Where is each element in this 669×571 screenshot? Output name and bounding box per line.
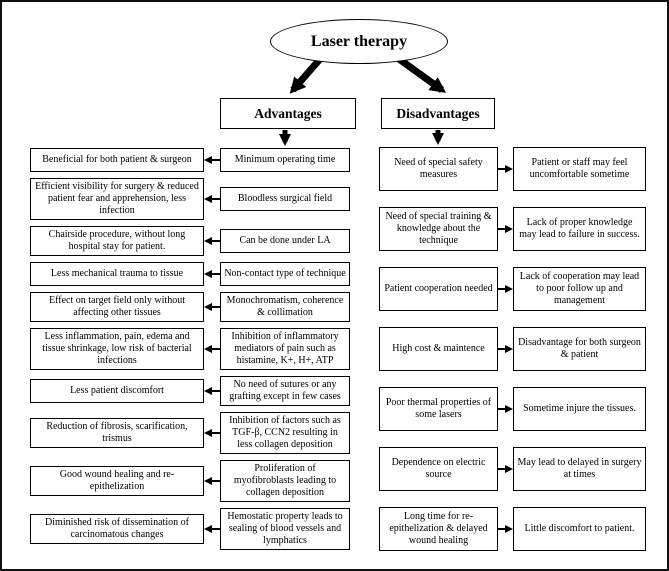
arrow-left-icon xyxy=(204,195,220,203)
disadvantage-box: Need of special training & knowledge about the technique xyxy=(379,207,498,251)
arrow-right-icon xyxy=(498,345,513,353)
advantages-header xyxy=(220,98,356,129)
advantage-outcome-box: Effect on target field only without affecting other tissues xyxy=(30,292,204,322)
arrow-left-icon xyxy=(204,303,220,311)
disadvantage-row xyxy=(379,267,646,311)
disadvantage-box: Patient cooperation needed xyxy=(379,267,498,311)
arrow-right-icon xyxy=(498,165,513,173)
advantage-outcome-box: Less patient discomfort xyxy=(30,379,204,403)
advantage-row xyxy=(30,262,350,286)
advantage-feature-box: Proliferation of myofibroblasts leading to collagen deposition xyxy=(220,460,350,502)
diagram-title: Laser therapy xyxy=(310,32,408,50)
disadvantage-row xyxy=(379,447,646,491)
disadvantages-column xyxy=(379,147,646,551)
advantage-feature-box: Bloodless surgical field xyxy=(220,187,350,211)
advantage-feature-box: Minimum operating time xyxy=(220,148,350,172)
advantage-row xyxy=(30,148,350,172)
advantage-feature-box: Hemostatic property leads to sealing of blood vessels and lymphatics xyxy=(220,508,350,550)
disadvantage-row xyxy=(379,507,646,551)
disadvantage-box: Dependence on electric source xyxy=(379,447,498,491)
disadvantage-outcome-box: Sometime injure the tissues. xyxy=(513,387,646,431)
advantage-outcome-box: Chairside procedure, without long hospital stay for patient. xyxy=(30,226,204,256)
advantage-outcome-box: Efficient visibility for surgery & reduced patient fear and apprehension, less infection xyxy=(30,178,204,220)
arrow-left-icon xyxy=(204,237,220,245)
disadvantage-row xyxy=(379,207,646,251)
advantage-row xyxy=(30,376,350,406)
advantage-outcome-box: Diminished risk of dissemination of carcinomatous changes xyxy=(30,514,204,544)
disadvantage-outcome-box: May lead to delayed in surgery at times xyxy=(513,447,646,491)
disadvantage-outcome-box: Lack of cooperation may lead to poor follow up and management xyxy=(513,267,646,311)
arrow-to-disadvantages-icon xyxy=(399,59,442,90)
arrow-left-icon xyxy=(204,477,220,485)
laser-therapy-node xyxy=(270,19,448,64)
advantages-column xyxy=(30,148,350,550)
advantage-feature-box: Inhibition of factors such as TGF-β, CCN2 resulting in less collagen deposition xyxy=(220,412,350,454)
disadvantage-row xyxy=(379,387,646,431)
arrow-to-advantages-icon xyxy=(293,59,320,90)
disadvantage-box: High cost & maintence xyxy=(379,327,498,371)
disadvantage-row xyxy=(379,147,646,191)
advantage-outcome-box: Beneficial for both patient & surgeon xyxy=(30,148,204,172)
advantage-feature-box: Inhibition of inflammatory mediators of pain such as histamine, K+, H+, ATP xyxy=(220,328,350,370)
advantages-header-label: Advantages xyxy=(254,105,322,121)
disadvantages-header-label: Disadvantages xyxy=(396,105,480,121)
arrow-right-icon xyxy=(498,285,513,293)
advantage-row xyxy=(30,178,350,220)
advantage-outcome-box: Less inflammation, pain, edema and tissue shrinkage, low risk of bacterial infections xyxy=(30,328,204,370)
advantage-outcome-box: Less mechanical trauma to tissue xyxy=(30,262,204,286)
disadvantage-outcome-box: Little discomfort to patient. xyxy=(513,507,646,551)
disadvantage-outcome-box: Disadvantage for both surgeon & patient xyxy=(513,327,646,371)
advantage-row xyxy=(30,226,350,256)
arrow-left-icon xyxy=(204,270,220,278)
advantage-feature-box: Non-contact type of technique xyxy=(220,262,350,286)
advantage-feature-box: Monochromatism, coherence & collimation xyxy=(220,292,350,322)
disadvantage-outcome-box: Lack of proper knowledge may lead to failure in success. xyxy=(513,207,646,251)
disadvantages-header xyxy=(381,98,495,129)
disadvantage-box: Poor thermal properties of some lasers xyxy=(379,387,498,431)
arrow-right-icon xyxy=(498,405,513,413)
advantage-feature-box: Can be done under LA xyxy=(220,229,350,253)
disadvantage-box: Need of special safety measures xyxy=(379,147,498,191)
arrow-left-icon xyxy=(204,429,220,437)
arrow-left-icon xyxy=(204,525,220,533)
advantage-row xyxy=(30,460,350,502)
arrow-left-icon xyxy=(204,345,220,353)
arrow-right-icon xyxy=(498,525,513,533)
disadvantage-outcome-box: Patient or staff may feel uncomfortable sometime xyxy=(513,147,646,191)
arrow-right-icon xyxy=(498,225,513,233)
advantage-row xyxy=(30,328,350,370)
advantage-feature-box: No need of sutures or any grafting except in few cases xyxy=(220,376,350,406)
arrow-left-icon xyxy=(204,387,220,395)
arrow-right-icon xyxy=(498,465,513,473)
arrow-left-icon xyxy=(204,156,220,164)
disadvantage-box: Long time for re-epithelization & delayed wound healing xyxy=(379,507,498,551)
advantage-row xyxy=(30,412,350,454)
disadvantage-row xyxy=(379,327,646,371)
advantage-row xyxy=(30,292,350,322)
advantage-outcome-box: Good wound healing and re-epithelization xyxy=(30,466,204,496)
advantage-row xyxy=(30,508,350,550)
advantage-outcome-box: Reduction of fibrosis, scarification, trismus xyxy=(30,418,204,448)
